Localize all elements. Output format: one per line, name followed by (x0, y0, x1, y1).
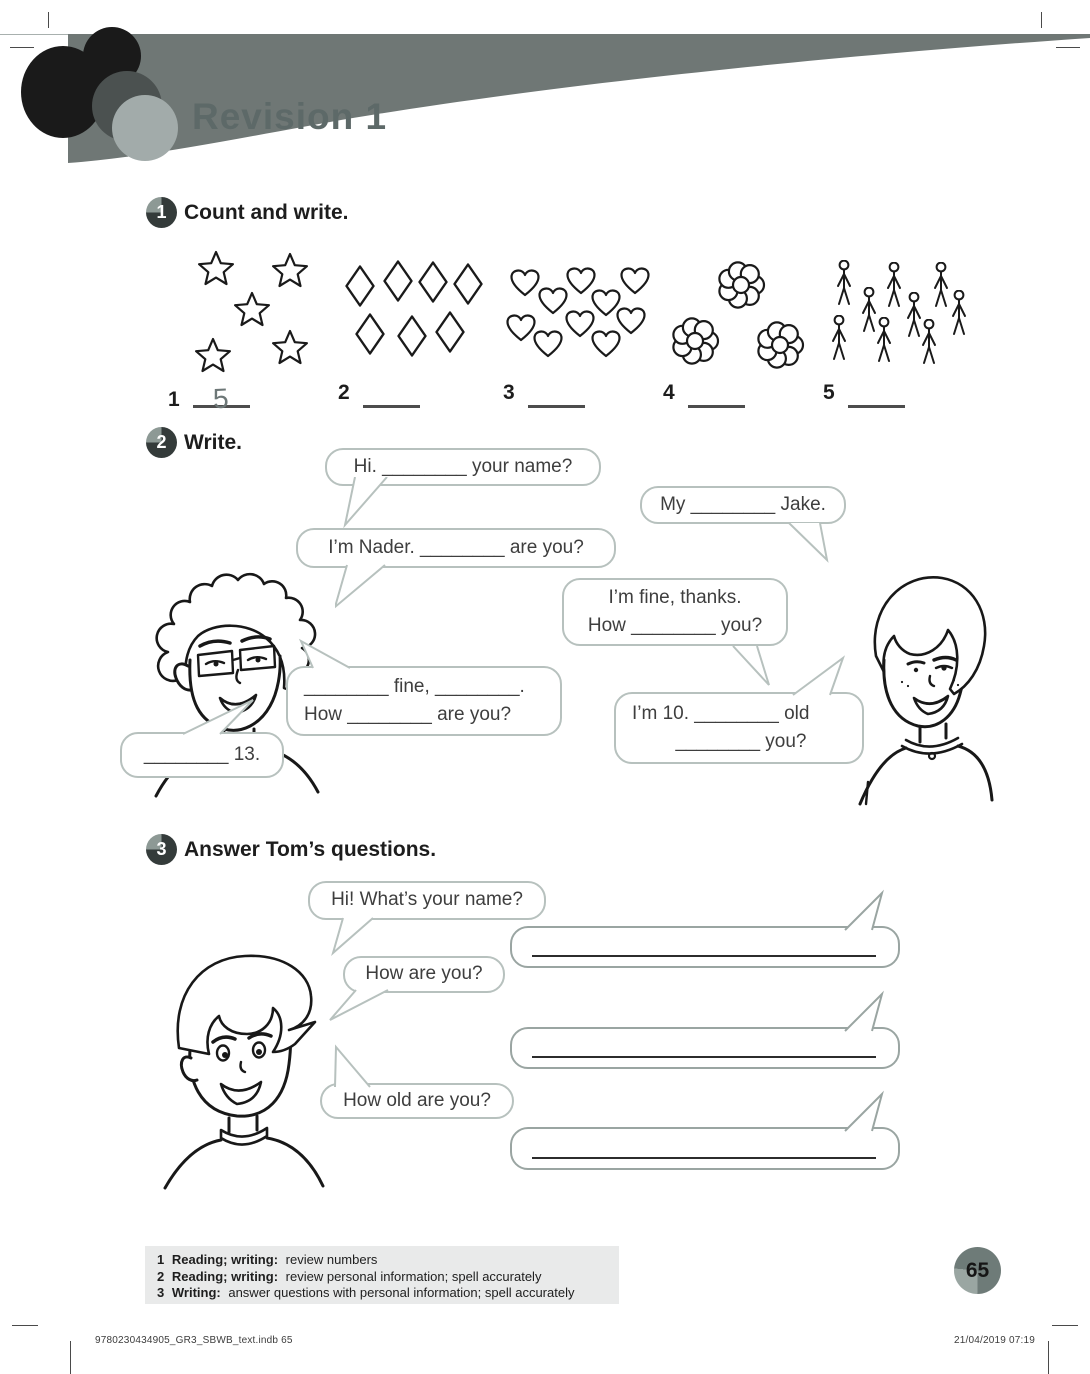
flower-shape (673, 318, 718, 363)
count-item-1 (168, 381, 250, 415)
heart-shape (535, 332, 562, 357)
bubble-tail (335, 477, 395, 529)
header-swoosh-graphic (0, 0, 1090, 230)
crop-mark (12, 1325, 38, 1326)
diamond-shape (399, 317, 426, 356)
objective-number: 3 (157, 1285, 165, 1300)
count-label: 3 (503, 381, 515, 404)
crop-mark (1052, 1325, 1078, 1326)
bubble-tail (295, 637, 355, 672)
bubble-text: ________ fine, ________. (304, 675, 525, 697)
star-shape (199, 252, 233, 284)
bubble-text: My ________ Jake. (660, 493, 826, 515)
person-shape (908, 293, 920, 336)
bubble-text: How ________ are you? (304, 704, 512, 725)
star-shape (273, 254, 307, 286)
crop-mark (70, 1341, 71, 1374)
exercise3-title: Answer Tom’s questions. (184, 838, 437, 861)
objective-number: 1 (157, 1252, 165, 1267)
bubble-tail (175, 693, 260, 738)
diamond-shape (420, 263, 447, 302)
jake-illustration (850, 556, 995, 808)
bubble-tail (780, 521, 850, 566)
crop-mark (1041, 12, 1042, 28)
bubble-text: Hi. ________ your name? (353, 455, 573, 477)
bubble-tail (785, 653, 850, 697)
flower-shape (719, 262, 764, 307)
shape-group-hearts (503, 262, 653, 362)
count-label: 2 (338, 381, 350, 404)
exercise2-badge (146, 427, 177, 458)
exercise1-number: 1 (156, 202, 167, 222)
exercise2-number: 2 (156, 432, 167, 452)
speech-bubble-my-jake[interactable] (640, 486, 846, 524)
bubble-text: ________ you? (675, 731, 807, 752)
bubble-tail (838, 888, 893, 934)
flower-shape (758, 322, 803, 367)
print-info-left: 9780230434905_GR3_SBWB_text.indb 65 (95, 1335, 293, 1346)
objective-line-2 (157, 1269, 619, 1286)
bubble-text: I’m Nader. ________ are you? (328, 536, 584, 558)
objective-line-3 (157, 1285, 619, 1302)
bubble-text: Hi! What’s your name? (331, 889, 523, 911)
bubble-text: I’m fine, thanks. (608, 586, 742, 608)
bubble-text: ________ 13. (143, 743, 261, 765)
answer-write-line (532, 1056, 876, 1058)
print-info-right: 21/04/2019 07:19 (953, 1335, 1035, 1346)
page-title: Revision 1 (192, 96, 388, 137)
count-item-4 (663, 381, 745, 408)
bubble-text: How ________ you? (587, 615, 763, 636)
diamond-shape (385, 262, 412, 301)
objective-skill: Reading; writing: (171, 1252, 279, 1267)
star-shape (235, 293, 269, 325)
header-circle-black-left (21, 46, 105, 138)
diamond-shape (357, 315, 384, 354)
heart-shape (593, 332, 620, 357)
page-number-badge (954, 1247, 1001, 1294)
diamond-shape (455, 265, 482, 304)
objective-desc: review personal information; spell accurately (285, 1268, 542, 1284)
count-item-3 (503, 381, 585, 408)
objective-number: 2 (157, 1268, 165, 1284)
bubble-text: I’m 10. ________ old (632, 702, 810, 724)
heart-shape (567, 312, 594, 337)
objective-desc: answer questions with personal information; spell accurately (228, 1285, 575, 1300)
count-item-2 (338, 381, 420, 408)
person-shape (935, 263, 947, 306)
objective-desc: review numbers (285, 1252, 378, 1267)
speech-bubble-im-nader[interactable] (296, 528, 616, 568)
exercise3-number: 3 (156, 839, 167, 859)
count-item-5 (823, 381, 905, 408)
crop-mark (10, 47, 34, 48)
answer-write-line (532, 955, 876, 957)
bubble-tail (838, 1089, 893, 1135)
bubble-tail (328, 1043, 378, 1091)
crop-mark (1056, 47, 1080, 48)
exercise2-title: Write. (184, 431, 242, 454)
person-shape (953, 291, 965, 334)
speech-bubble-im-10[interactable] (614, 692, 864, 764)
lesson-objectives-box (145, 1246, 619, 1304)
diamond-shape (437, 313, 464, 352)
shape-group-people (829, 256, 979, 371)
diamond-shape (347, 267, 374, 306)
bubble-text: How are you? (365, 963, 483, 985)
answer-write-line (532, 1157, 876, 1159)
page-number: 65 (965, 1258, 990, 1282)
heart-shape (622, 269, 649, 294)
crop-mark (1048, 1341, 1049, 1374)
count-label: 1 (168, 388, 180, 411)
heart-shape (540, 289, 567, 314)
handwritten-answer: 5 (212, 382, 230, 415)
bubble-tail (838, 989, 893, 1035)
bubble-tail (335, 563, 405, 613)
person-shape (838, 261, 850, 304)
count-label: 5 (823, 381, 835, 404)
star-shape (273, 331, 307, 363)
shape-group-flowers (668, 256, 813, 376)
count-blank-4[interactable] (688, 381, 745, 408)
heart-shape (508, 316, 535, 341)
bubble-tail (322, 986, 397, 1024)
star-shape (196, 339, 230, 371)
shape-group-diamonds (345, 258, 490, 363)
heart-shape (618, 309, 645, 334)
person-shape (878, 318, 890, 361)
exercise1-title: Count and write. (184, 201, 349, 224)
exercise3-badge (146, 834, 177, 865)
count-blank-1[interactable] (193, 381, 250, 415)
count-label: 4 (663, 381, 675, 404)
header-circle-lightgray (112, 95, 178, 161)
heart-shape (568, 269, 595, 294)
objective-skill: Writing: (171, 1285, 221, 1300)
person-shape (833, 316, 845, 359)
shape-group-stars (193, 248, 323, 378)
speech-bubble-13[interactable] (120, 732, 284, 778)
bubble-text: How old are you? (343, 1089, 491, 1111)
objective-skill: Reading; writing: (171, 1268, 279, 1284)
speech-bubble-fine-how-old[interactable] (286, 666, 562, 736)
heart-shape (593, 291, 620, 316)
exercise1-badge (146, 197, 177, 228)
person-shape (923, 320, 935, 363)
bubble-tail (325, 915, 385, 957)
tom-illustration (145, 930, 340, 1192)
speech-bubble-im-fine-thanks[interactable] (562, 578, 788, 646)
heart-shape (512, 271, 539, 296)
person-shape (863, 288, 875, 331)
count-blank-2[interactable] (363, 381, 420, 408)
objective-line-1 (157, 1252, 619, 1269)
count-blank-3[interactable] (528, 381, 585, 408)
count-blank-5[interactable] (848, 381, 905, 408)
person-shape (888, 263, 900, 306)
crop-mark (48, 12, 49, 28)
